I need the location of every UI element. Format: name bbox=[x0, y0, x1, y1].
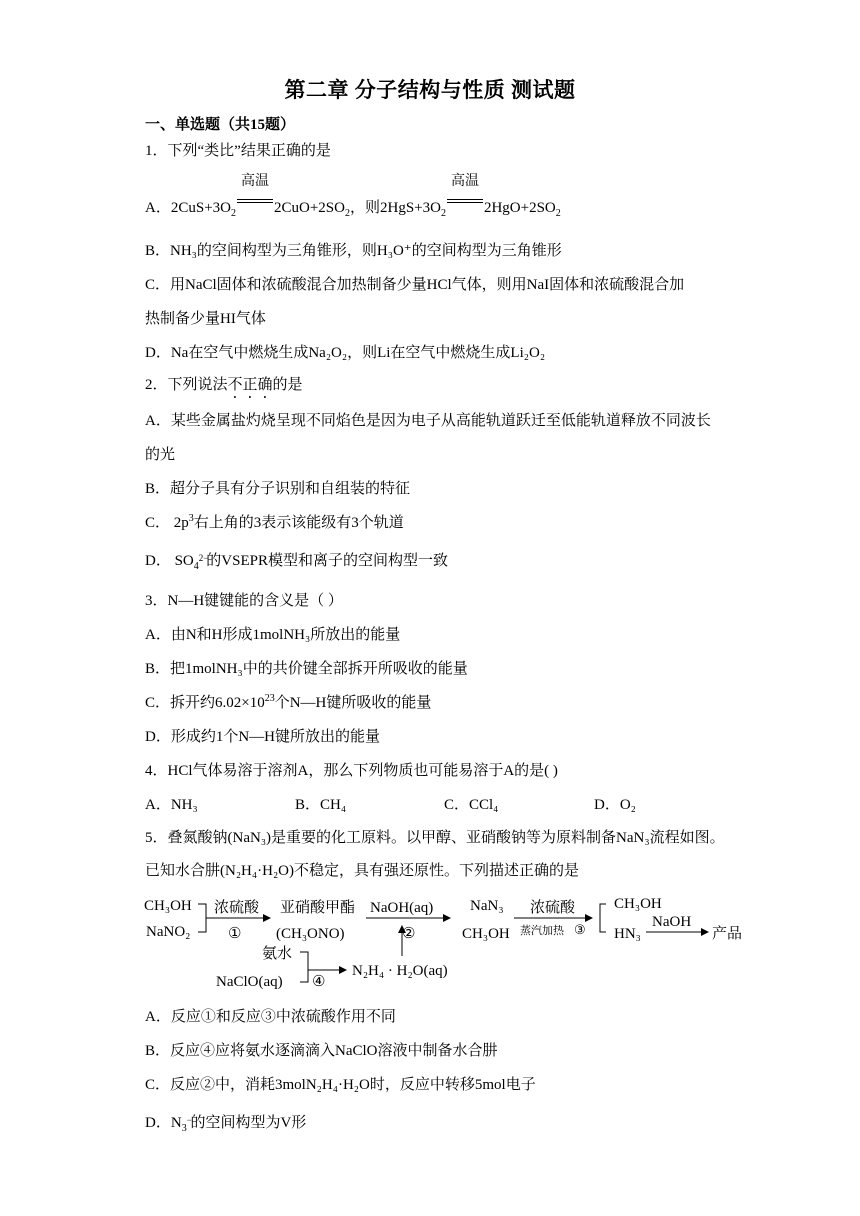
condition-label: 高温 bbox=[450, 174, 479, 189]
flow-product-3a: CH₃OH bbox=[614, 896, 662, 912]
flow-reagent-3: 浓硫酸 bbox=[530, 900, 576, 916]
question-5-option-c: C．反应②中，消耗3molN₂H₄·H₂O时，反应中转移5mol电子 bbox=[145, 1077, 536, 1093]
flow-reactant-ammonia: 氨水 bbox=[262, 946, 293, 962]
question-4-option-d: D．O₂ bbox=[594, 797, 636, 813]
flow-reagent-1: 浓硫酸 bbox=[214, 900, 260, 916]
question-2-stem bbox=[145, 374, 303, 402]
section-heading: 一、单选题（共15题） bbox=[145, 117, 296, 133]
flow-product: 产品 bbox=[712, 926, 743, 942]
question-3-option-a: A．由N和H形成1molNH₃所放出的能量 bbox=[145, 627, 401, 643]
question-4-stem: 4．HCl气体易溶于溶剂A，那么下列物质也可能易溶于A的是( ) bbox=[145, 763, 558, 779]
flow-reagent-2: NaOH(aq) bbox=[370, 900, 434, 916]
flow-intermediate-1: 亚硝酸甲酯 bbox=[280, 900, 356, 916]
option-text: 的空间构型为V形 bbox=[190, 1115, 307, 1131]
flow-reactant-naclo: NaClO(aq) bbox=[216, 974, 283, 990]
question-1-option-c-line1: C．用NaCl固体和浓硫酸混合加热制备少量HCl气体，则用NaI固体和浓硫酸混合加 bbox=[145, 277, 685, 293]
flow-step-4: ④ bbox=[312, 974, 326, 990]
flow-reagent-4: NaOH bbox=[652, 914, 692, 930]
option-text: 的VSEPR模型和离子的空间构型一致 bbox=[206, 553, 448, 569]
azide-ion: $N_3$ − bbox=[170, 1115, 192, 1134]
option-text: 个N—H键所吸收的能量 bbox=[274, 695, 432, 711]
option-label: D． bbox=[145, 1115, 171, 1131]
question-1-option-d: D．Na在空气中燃烧生成Na₂O₂，则Li在空气中燃烧生成Li₂O₂ bbox=[145, 345, 546, 361]
flow-product-3b: HN₃ bbox=[614, 926, 641, 942]
flow-condition-3: 蒸汽加热 bbox=[520, 925, 564, 937]
question-1-option-b: B．NH₃的空间构型为三角锥形，则H₃O⁺的空间构型为三角锥形 bbox=[145, 243, 562, 259]
question-5-option-a: A．反应①和反应③中浓硫酸作用不同 bbox=[145, 1009, 396, 1025]
flow-reactant-sodium-nitrite: NaNO₂ bbox=[146, 924, 191, 940]
question-5-option-d bbox=[145, 1112, 306, 1134]
question-2-option-a-line2: 的光 bbox=[145, 447, 176, 463]
question-3-option-d: D．形成约1个N—H键所放出的能量 bbox=[145, 729, 380, 745]
high-temp-condition bbox=[446, 174, 484, 212]
stem-text: 2．下列说法 bbox=[145, 377, 228, 393]
question-1-stem: 1．下列“类比”结果正确的是 bbox=[145, 143, 331, 159]
question-2-option-a-line1: A．某些金属盐灼烧呈现不同焰色是因为电子从高能轨道跃迁至低能轨道释放不同波长 bbox=[145, 413, 711, 429]
question-4-option-c: C．CCl₄ bbox=[444, 797, 499, 813]
flow-intermediate-2b: CH₃OH bbox=[462, 926, 510, 942]
flow-reactant-methanol: CH₃OH bbox=[144, 898, 192, 914]
question-1-option-a: A．$2CuS+3O_2$ 高温 $2CuO+2SO_2$，则$2HgS+3O_2$ 高温 $2HgO+2SO_2$ bbox=[145, 190, 561, 219]
question-2-option-b: B．超分子具有分子识别和自组装的特征 bbox=[145, 481, 411, 497]
question-5-stem-line1: 5．叠氮酸钠(NaN₃)是重要的化工原料。以甲醇、亚硝酸钠等为原料制备NaN₃流程如图。 bbox=[145, 830, 725, 846]
question-3-option-c bbox=[145, 692, 431, 714]
nan3-flow-diagram bbox=[140, 886, 760, 990]
option-text: 右上角的3表示该能级有3个轨道 bbox=[193, 515, 404, 531]
question-4-option-a: A．NH₃ bbox=[145, 797, 198, 813]
question-4-option-b: B．CH₄ bbox=[295, 797, 347, 813]
flow-step-2: ② bbox=[402, 926, 416, 942]
question-5-stem-line2: 已知水合肼(N₂H₄·H₂O)不稳定，具有强还原性。下列描述正确的是 bbox=[145, 863, 580, 879]
option-label: A． bbox=[145, 200, 171, 216]
question-2-option-d bbox=[145, 550, 448, 572]
then-text: ，则 bbox=[349, 200, 380, 216]
question-5-option-b: B．反应④应将氨水逐滴滴入NaClO溶液中制备水合肼 bbox=[145, 1043, 498, 1059]
option-label: C． bbox=[145, 515, 171, 531]
high-temp-condition bbox=[236, 174, 274, 212]
emphasis-not-correct: 不正确 bbox=[227, 377, 273, 393]
flow-intermediate-1-formula: (CH₃ONO) bbox=[276, 926, 345, 942]
sulfate-ion: $SO_4$ 2− bbox=[174, 553, 209, 572]
question-3-stem: 3．N—H键键能的含义是（ ） bbox=[145, 593, 343, 609]
question-3-option-b: B．把1molNH₃中的共价键全部拆开所吸收的能量 bbox=[145, 661, 468, 677]
stem-text: 的是 bbox=[272, 377, 303, 393]
question-2-option-c: C． $2p^3$右上角的3表示该能级有3个轨道 bbox=[145, 513, 404, 531]
flow-hydrazine: N₂H₄ · H₂O(aq) bbox=[352, 963, 448, 979]
exponent: 23 bbox=[264, 693, 275, 704]
question-1-option-c-line2: 热制备少量HI气体 bbox=[145, 311, 266, 327]
condition-label: 高温 bbox=[240, 174, 269, 189]
flow-step-1: ① bbox=[228, 926, 242, 942]
option-label: D． bbox=[145, 553, 171, 569]
option-text: C．拆开约6.02×10 bbox=[145, 695, 265, 711]
flow-step-3: ③ bbox=[574, 922, 586, 937]
page-title: 第二章 分子结构与性质 测试题 bbox=[284, 78, 576, 102]
flow-intermediate-2a: NaN₃ bbox=[470, 898, 504, 914]
